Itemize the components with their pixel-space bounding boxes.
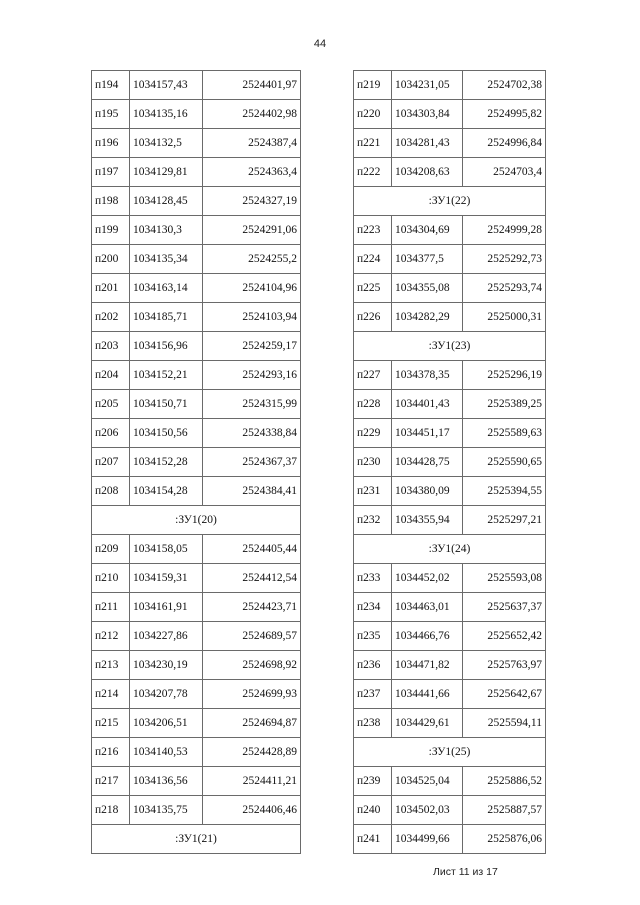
table-row — [92, 303, 301, 332]
y-coordinate-cell: 2524428,89 — [203, 738, 301, 767]
y-coordinate-cell: 2524291,06 — [203, 216, 301, 245]
x-coordinate-cell: 1034525,04 — [392, 767, 463, 796]
point-id-cell: п227 — [354, 361, 392, 390]
point-id-cell: п194 — [92, 71, 130, 100]
x-coordinate-cell: 1034161,91 — [130, 593, 203, 622]
y-coordinate-cell: 2525637,37 — [463, 593, 546, 622]
x-coordinate-cell: 1034227,86 — [130, 622, 203, 651]
y-coordinate-cell: 2524702,38 — [463, 71, 546, 100]
point-id-cell: п229 — [354, 419, 392, 448]
table-row — [354, 506, 546, 535]
point-id-cell: п210 — [92, 564, 130, 593]
x-coordinate-cell: 1034401,43 — [392, 390, 463, 419]
x-coordinate-cell: 1034128,45 — [130, 187, 203, 216]
x-coordinate-cell: 1034304,69 — [392, 216, 463, 245]
y-coordinate-cell: 2524699,93 — [203, 680, 301, 709]
section-row — [354, 738, 546, 767]
y-coordinate-cell: 2524401,97 — [203, 71, 301, 100]
x-coordinate-cell: 1034135,16 — [130, 100, 203, 129]
point-id-cell: п199 — [92, 216, 130, 245]
x-coordinate-cell: 1034471,82 — [392, 651, 463, 680]
y-coordinate-cell: 2525886,52 — [463, 767, 546, 796]
table-row — [92, 129, 301, 158]
table-row — [354, 477, 546, 506]
table-row — [354, 680, 546, 709]
x-coordinate-cell: 1034135,34 — [130, 245, 203, 274]
point-id-cell: п234 — [354, 593, 392, 622]
table-row — [92, 274, 301, 303]
x-coordinate-cell: 1034152,28 — [130, 448, 203, 477]
x-coordinate-cell: 1034158,05 — [130, 535, 203, 564]
x-coordinate-cell: 1034281,43 — [392, 129, 463, 158]
table-row — [354, 709, 546, 738]
point-id-cell: п239 — [354, 767, 392, 796]
x-coordinate-cell: 1034451,17 — [392, 419, 463, 448]
x-coordinate-cell: 1034185,71 — [130, 303, 203, 332]
point-id-cell: п208 — [92, 477, 130, 506]
table-row — [92, 651, 301, 680]
table-row — [92, 100, 301, 129]
point-id-cell: п217 — [92, 767, 130, 796]
x-coordinate-cell: 1034380,09 — [392, 477, 463, 506]
section-label: :ЗУ1(25) — [354, 738, 546, 767]
y-coordinate-cell: 2524315,99 — [203, 390, 301, 419]
y-coordinate-cell: 2524293,16 — [203, 361, 301, 390]
point-id-cell: п236 — [354, 651, 392, 680]
y-coordinate-cell: 2524327,19 — [203, 187, 301, 216]
table-row — [92, 419, 301, 448]
y-coordinate-cell: 2525000,31 — [463, 303, 546, 332]
x-coordinate-cell: 1034377,5 — [392, 245, 463, 274]
y-coordinate-cell: 2524423,71 — [203, 593, 301, 622]
table-row — [92, 448, 301, 477]
point-id-cell: п203 — [92, 332, 130, 361]
point-id-cell: п202 — [92, 303, 130, 332]
point-id-cell: п220 — [354, 100, 392, 129]
table-row — [354, 303, 546, 332]
x-coordinate-cell: 1034150,56 — [130, 419, 203, 448]
x-coordinate-cell: 1034163,14 — [130, 274, 203, 303]
point-id-cell: п206 — [92, 419, 130, 448]
y-coordinate-cell: 2524405,44 — [203, 535, 301, 564]
section-label: :ЗУ1(20) — [92, 506, 301, 535]
x-coordinate-cell: 1034452,02 — [392, 564, 463, 593]
x-coordinate-cell: 1034429,61 — [392, 709, 463, 738]
table-row — [92, 796, 301, 825]
x-coordinate-cell: 1034140,53 — [130, 738, 203, 767]
x-coordinate-cell: 1034428,75 — [392, 448, 463, 477]
table-row — [354, 564, 546, 593]
point-id-cell: п237 — [354, 680, 392, 709]
x-coordinate-cell: 1034152,21 — [130, 361, 203, 390]
point-id-cell: п219 — [354, 71, 392, 100]
table-row — [354, 390, 546, 419]
point-id-cell: п240 — [354, 796, 392, 825]
table-row — [92, 158, 301, 187]
point-id-cell: п222 — [354, 158, 392, 187]
y-coordinate-cell: 2525594,11 — [463, 709, 546, 738]
table-row — [354, 593, 546, 622]
coordinates-table-right — [353, 70, 546, 854]
y-coordinate-cell: 2525763,97 — [463, 651, 546, 680]
x-coordinate-cell: 1034463,01 — [392, 593, 463, 622]
point-id-cell: п204 — [92, 361, 130, 390]
table-row — [354, 361, 546, 390]
point-id-cell: п195 — [92, 100, 130, 129]
y-coordinate-cell: 2525590,65 — [463, 448, 546, 477]
point-id-cell: п221 — [354, 129, 392, 158]
y-coordinate-cell: 2525297,21 — [463, 506, 546, 535]
table-row — [92, 709, 301, 738]
point-id-cell: п201 — [92, 274, 130, 303]
y-coordinate-cell: 2524103,94 — [203, 303, 301, 332]
point-id-cell: п205 — [92, 390, 130, 419]
point-id-cell: п218 — [92, 796, 130, 825]
x-coordinate-cell: 1034156,96 — [130, 332, 203, 361]
y-coordinate-cell: 2525292,73 — [463, 245, 546, 274]
point-id-cell: п207 — [92, 448, 130, 477]
x-coordinate-cell: 1034499,66 — [392, 825, 463, 854]
section-row — [354, 535, 546, 564]
table-row — [92, 680, 301, 709]
table-row — [354, 100, 546, 129]
x-coordinate-cell: 1034206,51 — [130, 709, 203, 738]
point-id-cell: п230 — [354, 448, 392, 477]
point-id-cell: п198 — [92, 187, 130, 216]
table-row — [92, 593, 301, 622]
y-coordinate-cell: 2525887,57 — [463, 796, 546, 825]
y-coordinate-cell: 2524995,82 — [463, 100, 546, 129]
x-coordinate-cell: 1034355,08 — [392, 274, 463, 303]
x-coordinate-cell: 1034502,03 — [392, 796, 463, 825]
point-id-cell: п197 — [92, 158, 130, 187]
x-coordinate-cell: 1034466,76 — [392, 622, 463, 651]
y-coordinate-cell: 2524259,17 — [203, 332, 301, 361]
section-label: :ЗУ1(24) — [354, 535, 546, 564]
y-coordinate-cell: 2525589,63 — [463, 419, 546, 448]
y-coordinate-cell: 2525296,19 — [463, 361, 546, 390]
y-coordinate-cell: 2524104,96 — [203, 274, 301, 303]
y-coordinate-cell: 2525394,55 — [463, 477, 546, 506]
point-id-cell: п216 — [92, 738, 130, 767]
point-id-cell: п211 — [92, 593, 130, 622]
point-id-cell: п232 — [354, 506, 392, 535]
x-coordinate-cell: 1034355,94 — [392, 506, 463, 535]
x-coordinate-cell: 1034157,43 — [130, 71, 203, 100]
point-id-cell: п226 — [354, 303, 392, 332]
x-coordinate-cell: 1034303,84 — [392, 100, 463, 129]
table-row — [354, 825, 546, 854]
point-id-cell: п200 — [92, 245, 130, 274]
table-row — [92, 738, 301, 767]
table-row — [354, 651, 546, 680]
page-number: 44 — [313, 38, 327, 50]
x-coordinate-cell: 1034207,78 — [130, 680, 203, 709]
point-id-cell: п209 — [92, 535, 130, 564]
table-row — [92, 71, 301, 100]
point-id-cell: п223 — [354, 216, 392, 245]
section-row — [354, 187, 546, 216]
x-coordinate-cell: 1034129,81 — [130, 158, 203, 187]
table-row — [354, 419, 546, 448]
table-row — [354, 216, 546, 245]
y-coordinate-cell: 2524384,41 — [203, 477, 301, 506]
point-id-cell: п231 — [354, 477, 392, 506]
table-row — [92, 216, 301, 245]
x-coordinate-cell: 1034154,28 — [130, 477, 203, 506]
y-coordinate-cell: 2524255,2 — [203, 245, 301, 274]
table-row — [92, 187, 301, 216]
y-coordinate-cell: 2524411,21 — [203, 767, 301, 796]
x-coordinate-cell: 1034282,29 — [392, 303, 463, 332]
x-coordinate-cell: 1034130,3 — [130, 216, 203, 245]
point-id-cell: п241 — [354, 825, 392, 854]
x-coordinate-cell: 1034135,75 — [130, 796, 203, 825]
table-row — [354, 129, 546, 158]
y-coordinate-cell: 2524338,84 — [203, 419, 301, 448]
point-id-cell: п214 — [92, 680, 130, 709]
y-coordinate-cell: 2524703,4 — [463, 158, 546, 187]
y-coordinate-cell: 2524412,54 — [203, 564, 301, 593]
table-row — [92, 390, 301, 419]
section-label: :ЗУ1(23) — [354, 332, 546, 361]
y-coordinate-cell: 2525593,08 — [463, 564, 546, 593]
table-row — [92, 767, 301, 796]
x-coordinate-cell: 1034231,05 — [392, 71, 463, 100]
section-row — [92, 506, 301, 535]
y-coordinate-cell: 2524698,92 — [203, 651, 301, 680]
y-coordinate-cell: 2524996,84 — [463, 129, 546, 158]
table-row — [92, 245, 301, 274]
sheet-footer: Лист 11 из 17 — [433, 866, 498, 878]
y-coordinate-cell: 2524999,28 — [463, 216, 546, 245]
y-coordinate-cell: 2524363,4 — [203, 158, 301, 187]
x-coordinate-cell: 1034230,19 — [130, 651, 203, 680]
x-coordinate-cell: 1034159,31 — [130, 564, 203, 593]
point-id-cell: п233 — [354, 564, 392, 593]
table-row — [354, 274, 546, 303]
y-coordinate-cell: 2525293,74 — [463, 274, 546, 303]
section-row — [354, 332, 546, 361]
y-coordinate-cell: 2524402,98 — [203, 100, 301, 129]
y-coordinate-cell: 2524689,57 — [203, 622, 301, 651]
y-coordinate-cell: 2524694,87 — [203, 709, 301, 738]
y-coordinate-cell: 2525389,25 — [463, 390, 546, 419]
table-row — [354, 767, 546, 796]
y-coordinate-cell: 2525876,06 — [463, 825, 546, 854]
table-row — [354, 622, 546, 651]
x-coordinate-cell: 1034378,35 — [392, 361, 463, 390]
point-id-cell: п238 — [354, 709, 392, 738]
section-label: :ЗУ1(21) — [92, 825, 301, 854]
point-id-cell: п215 — [92, 709, 130, 738]
table-row — [92, 564, 301, 593]
point-id-cell: п196 — [92, 129, 130, 158]
table-row — [354, 796, 546, 825]
x-coordinate-cell: 1034132,5 — [130, 129, 203, 158]
y-coordinate-cell: 2524387,4 — [203, 129, 301, 158]
section-label: :ЗУ1(22) — [354, 187, 546, 216]
y-coordinate-cell: 2524406,46 — [203, 796, 301, 825]
section-row — [92, 825, 301, 854]
point-id-cell: п212 — [92, 622, 130, 651]
table-row — [354, 448, 546, 477]
table-row — [92, 332, 301, 361]
table-row — [92, 477, 301, 506]
x-coordinate-cell: 1034208,63 — [392, 158, 463, 187]
point-id-cell: п224 — [354, 245, 392, 274]
y-coordinate-cell: 2525642,67 — [463, 680, 546, 709]
table-row — [354, 71, 546, 100]
point-id-cell: п213 — [92, 651, 130, 680]
x-coordinate-cell: 1034136,56 — [130, 767, 203, 796]
table-row — [92, 622, 301, 651]
y-coordinate-cell: 2524367,37 — [203, 448, 301, 477]
coordinates-table-left — [91, 70, 301, 854]
x-coordinate-cell: 1034441,66 — [392, 680, 463, 709]
point-id-cell: п235 — [354, 622, 392, 651]
point-id-cell: п225 — [354, 274, 392, 303]
table-row — [354, 158, 546, 187]
point-id-cell: п228 — [354, 390, 392, 419]
table-row — [354, 245, 546, 274]
table-row — [92, 535, 301, 564]
y-coordinate-cell: 2525652,42 — [463, 622, 546, 651]
table-row — [92, 361, 301, 390]
x-coordinate-cell: 1034150,71 — [130, 390, 203, 419]
